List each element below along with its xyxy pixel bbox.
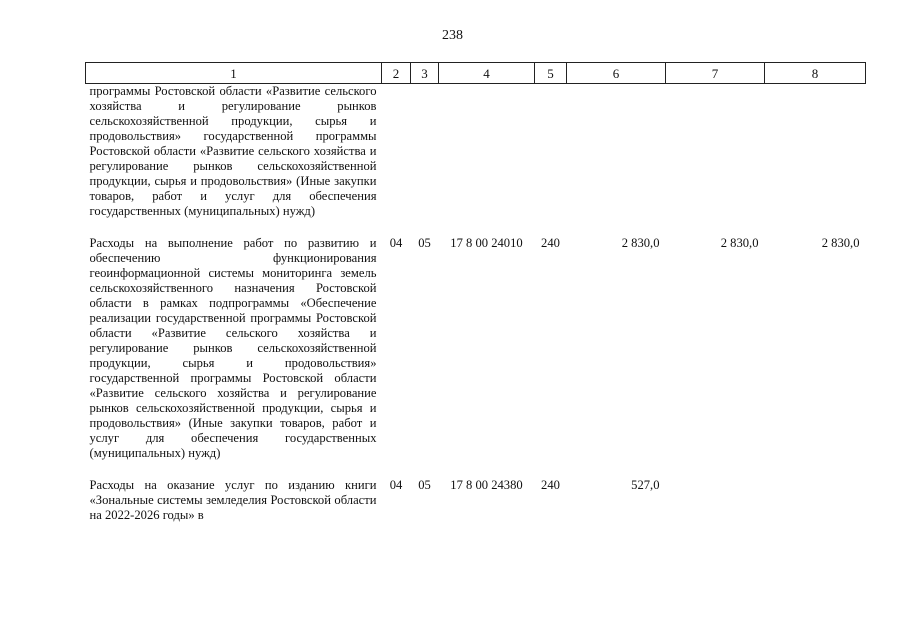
budget-table [85,62,866,523]
row-amount-col6 [567,84,666,220]
row-amount-col7 [666,84,765,220]
row-amount-col8: 2 830,0 [821,236,860,250]
table-row [86,478,866,523]
row-description: Расходы на оказание услуг по изданию книги «Зональные системы земледелия Ростовской области на 2022-2026 годы» в [89,478,377,522]
column-header: 5 [535,63,567,84]
row-expense-type-code: 240 [541,236,560,250]
row-expense-type-code: 240 [541,478,560,492]
row-expense-type-code [535,84,567,220]
row-amount-col7: 2 830,0 [720,236,759,250]
row-spacer [86,461,866,478]
table-row [86,84,866,220]
column-header: 8 [765,63,866,84]
column-header: 4 [439,63,535,84]
column-header: 6 [567,63,666,84]
table-header-row [86,63,866,84]
row-spacer [86,219,866,236]
row-section-code: 04 [389,236,403,250]
row-target-code: 17 8 00 24010 [450,236,523,250]
column-header: 1 [86,63,382,84]
column-header: 7 [666,63,765,84]
column-header: 2 [382,63,411,84]
row-target-code [439,84,535,220]
row-amount-col8 [765,478,866,523]
row-section-code [382,84,411,220]
row-section-code: 04 [389,478,403,492]
row-description: программы Ростовской области «Развитие сельского хозяйства и регулирование рынков сельскохозяйственной продукции, сырья и продовольствия» государственной программы Ростовской области «Развитие сельского хозяйства и регулирование рынков сельскохозяйственной продукции, сырья и продовольствия» (Иные закупки товаров, работ и услуг для обеспечения государственных (муниципальных) нужд) [89,84,377,218]
row-subsection-code [411,84,439,220]
row-subsection-code: 05 [418,478,431,492]
row-amount-col7 [666,478,765,523]
page-number: 238 [442,28,463,43]
row-description: Расходы на выполнение работ по развитию и обеспечению функционирования геоинформационной системы мониторинга земель сельскохозяйственного назначения Ростовской области в рамках подпрограммы «Обеспечение реализации государственной программы Ростовской области «Развитие сельского хозяйства и регулирование рынков сельскохозяйственной продукции, сырья и продовольствия» государственной программы Ростовской области «Развитие сельского хозяйства и регулирование рынков сельскохозяйственной продукции, сырья и продовольствия» (Иные закупки товаров, работ и услуг для обеспечения государственных (муниципальных) нужд) [89,236,377,460]
row-amount-col6: 527,0 [631,478,660,492]
row-subsection-code: 05 [418,236,431,250]
row-amount-col8 [765,84,866,220]
column-header: 3 [411,63,439,84]
row-target-code: 17 8 00 24380 [450,478,523,492]
table-row [86,236,866,461]
row-amount-col6: 2 830,0 [621,236,660,250]
